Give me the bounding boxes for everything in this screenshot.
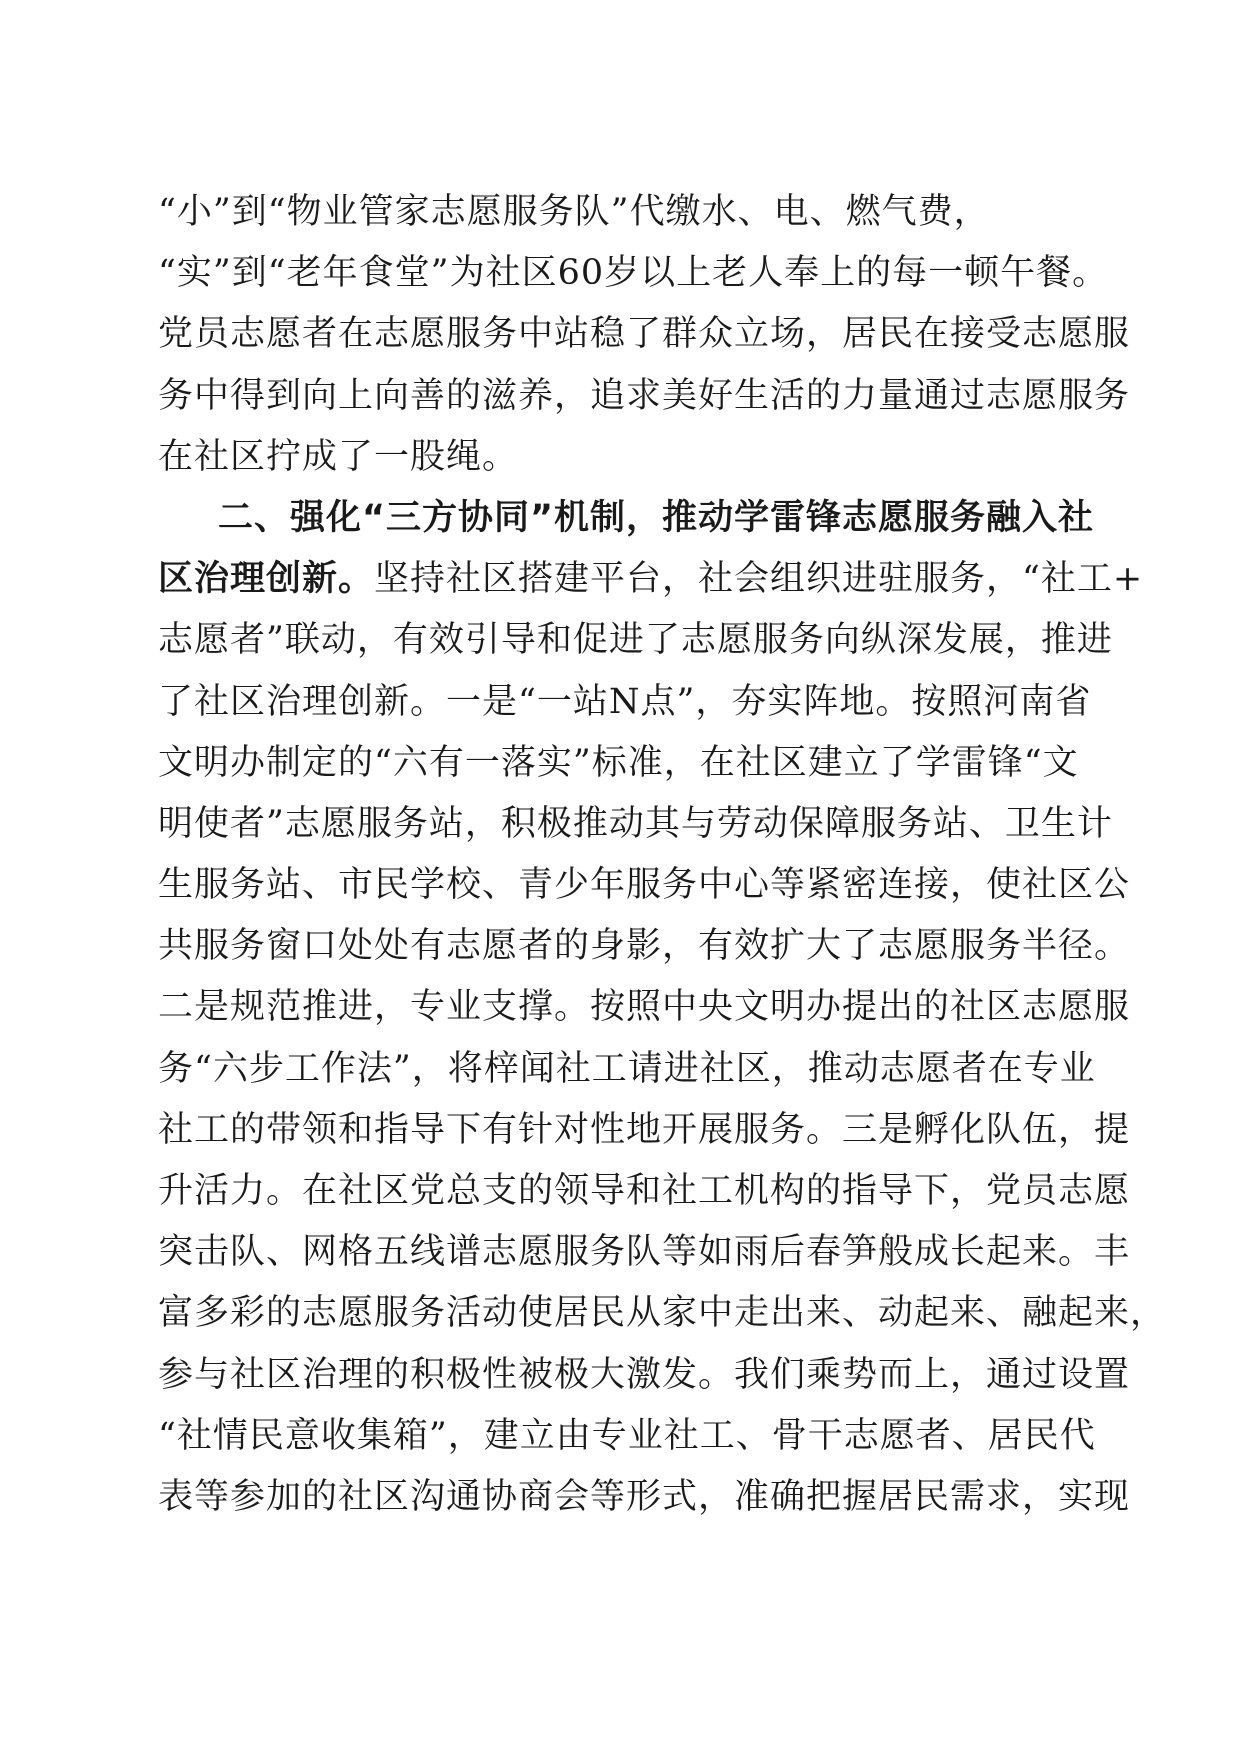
text-line: 共服务窗口处处有志愿者的身影，有效扩大了志愿服务半径。 — [158, 926, 1131, 967]
text-line: 党员志愿者在志愿服务中站稳了群众立场，居民在接受志愿服 — [158, 314, 1131, 355]
text-line: 社工的带领和指导下有针对性地开展服务。三是孵化队伍，提 — [158, 1109, 1131, 1150]
text-line: “实”到“老年食堂”为社区60岁以上老人奉上的每一顿午餐。 — [158, 253, 1109, 294]
text-line — [158, 549, 1144, 610]
text-line: 升活力。在社区党总支的领导和社工机构的指导下，党员志愿 — [158, 1171, 1131, 1211]
text-line: 表等参加的社区沟通协商会等形式，准确把握居民需求，实现 — [158, 1476, 1131, 1517]
text-line: “小”到“物业管家志愿服务队”代缴水、电、燃气费， — [158, 192, 990, 232]
text-line: 务中得到向上向善的滋养，追求美好生活的力量通过志愿服务 — [158, 375, 1131, 416]
section-heading-text: 二、强化“三方协同”机制，推动学雷锋志愿服务融入社 — [218, 497, 1095, 538]
text-line: 明使者”志愿服务站，积极推动其与劳动保障服务站、卫生计 — [158, 803, 1113, 844]
paragraph-text: 坚持社区搭建平台，社会组织进驻服务，“社工+ — [374, 559, 1144, 600]
section-heading-line — [158, 488, 1095, 549]
text-line: 生服务站、市民学校、青少年服务中心等紧密连接，使社区公 — [158, 865, 1131, 906]
text-line: 突击队、网格五线谱志愿服务队等如雨后春笋般成长起来。丰 — [158, 1232, 1131, 1273]
text-line: “社情民意收集箱”，建立由专业社工、骨干志愿者、居民代 — [158, 1415, 1096, 1456]
text-line: 了社区治理创新。一是“一站N点”，夯实阵地。按照河南省 — [158, 681, 1092, 722]
text-line: 参与社区治理的积极性被极大激发。我们乘势而上，通过设置 — [158, 1354, 1131, 1395]
section-heading-text: 区治理创新。 — [158, 559, 375, 600]
text-line: 文明办制定的“六有一落实”标准，在社区建立了学雷锋“文 — [158, 742, 1079, 783]
text-line: 志愿者”联动，有效引导和促进了志愿服务向纵深发展，推进 — [158, 620, 1113, 661]
body-text — [158, 182, 1167, 1528]
text-line: 二是规范推进，专业支撑。按照中央文明办提出的社区志愿服 — [158, 987, 1131, 1028]
text-line: 务“六步工作法”，将梓闻社工请进社区，推动志愿者在专业 — [158, 1048, 1096, 1089]
text-line: 富多彩的志愿服务活动使居民从家中走出来、动起来、融起来， — [158, 1293, 1167, 1334]
text-line: 在社区拧成了一股绳。 — [158, 436, 519, 477]
